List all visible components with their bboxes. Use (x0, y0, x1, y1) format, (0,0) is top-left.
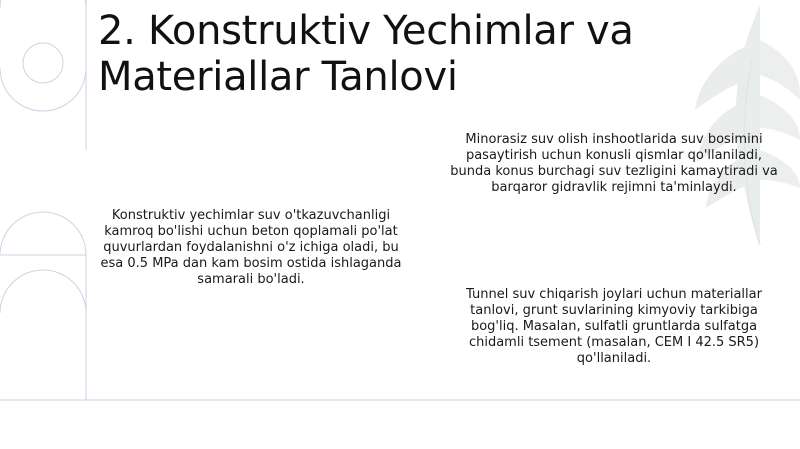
slide-title: 2. Konstruktiv Yechimlar va Materiallar Tanlovi (98, 8, 634, 100)
paragraph-material-selection: Tunnel suv chiqarish joylari uchun materiallar tanlovi, grunt suvlarining kimyoviy tarkibiga bog'liq. Masalan, sulfatli gruntlarda sulfatga chidamli tsement (masalan, CEM I 42.5 SR5) qo'llaniladi. (466, 287, 762, 366)
paragraph-conical-sections: Minorasiz suv olish inshootlarida suv bosimini pasaytirish uchun konusli qismlar qo'llaniladi, bunda konus burchagi suv tezligini kamaytiradi va barqaror gidravlik rejimni ta'minlaydi. (450, 132, 778, 195)
paragraph-structural-solutions: Konstruktiv yechimlar suv o'tkazuvchanligi kamroq bo'lishi uchun beton qoplamali po'lat quvurlardan foydalanishni o'z ichiga oladi, bu esa 0.5 MPa dan kam bosim ostida ishlaganda samarali bo'ladi. (100, 208, 402, 287)
